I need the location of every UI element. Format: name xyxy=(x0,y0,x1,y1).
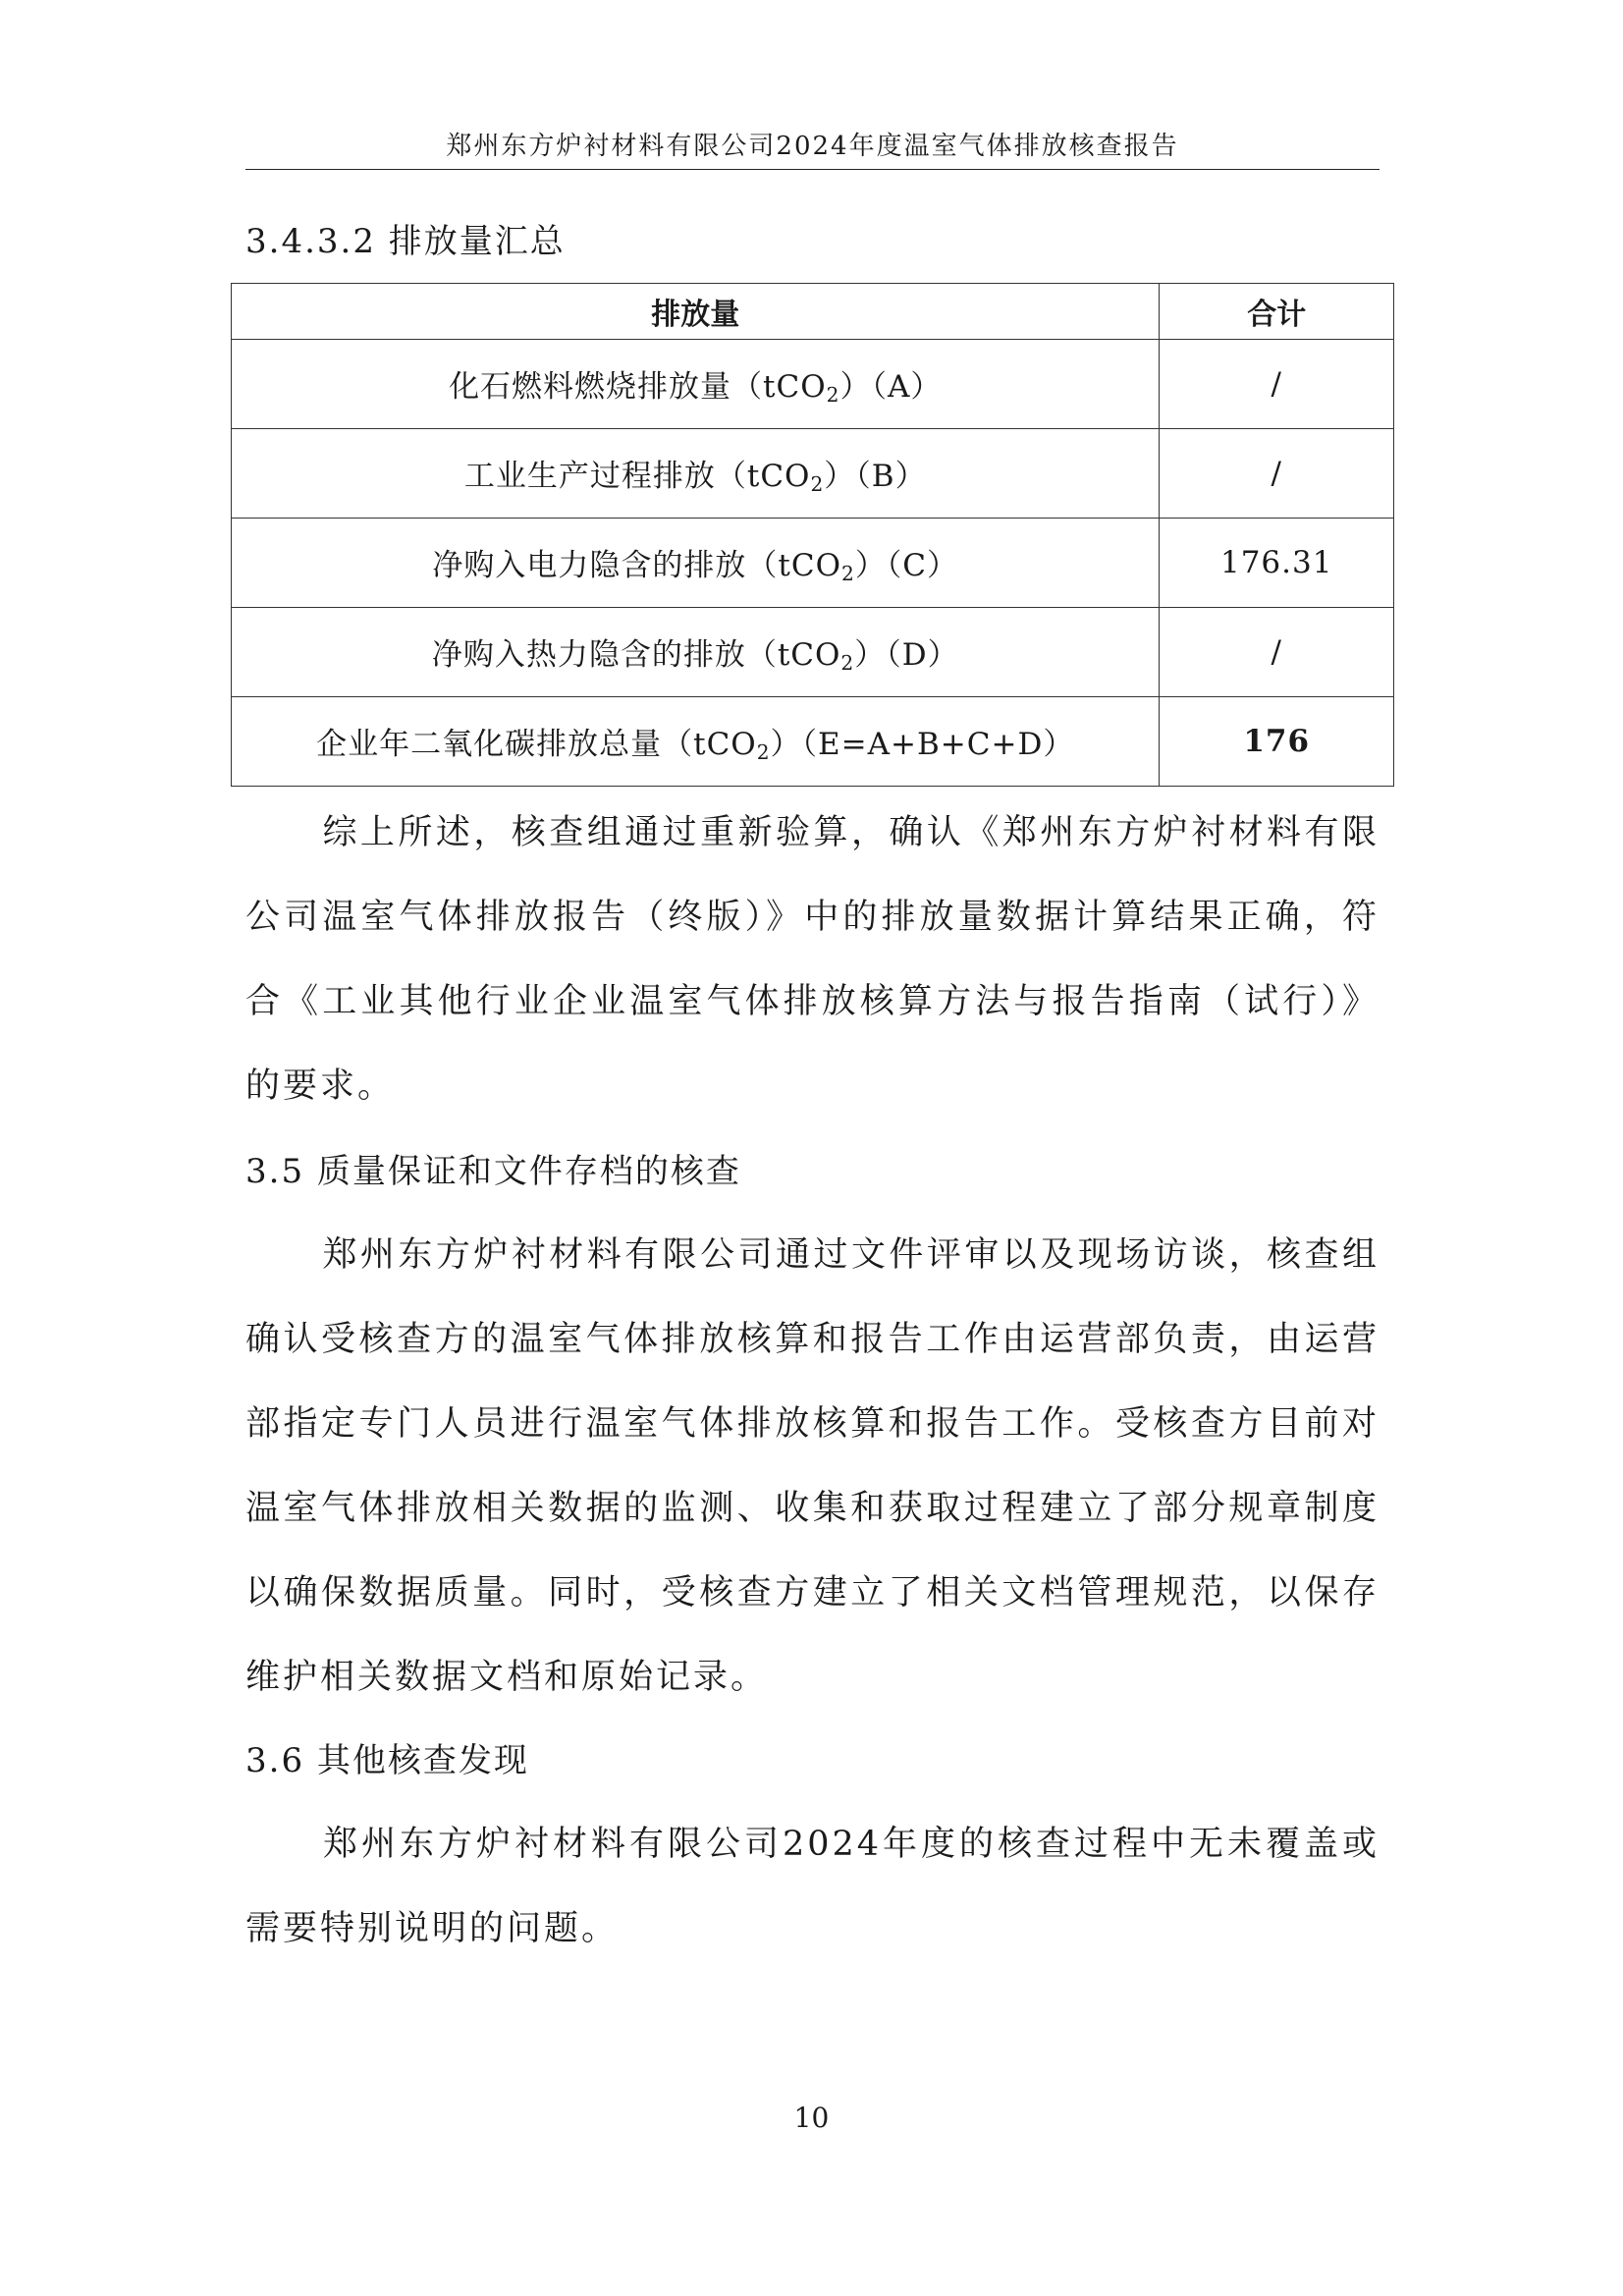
row-label: 工业生产过程排放（tCO$_2$）（B） xyxy=(232,429,1160,519)
header-rule xyxy=(245,169,1380,170)
column-header-total: 合计 xyxy=(1160,284,1394,340)
section-title-3-4-3-2: 3.4.3.2 排放量汇总 xyxy=(245,222,566,261)
row-value: 176.31 xyxy=(1160,519,1394,608)
total-value: 176 xyxy=(1160,697,1394,787)
table-row xyxy=(232,429,1394,519)
quality-assurance-paragraph: 郑州东方炉衬材料有限公司通过文件评审以及现场访谈，核查组确认受核查方的温室气体排放核算和报告工作由运营部负责，由运营部指定专门人员进行温室气体排放核算和报告工作。受核查方目前对温室气体排放相关数据的监测、收集和获取过程建立了部分规章制度以确保数据质量。同时，受核查方建立了相关文档管理规范，以保存维护相关数据文档和原始记录。 xyxy=(245,1235,1380,1697)
row-value: / xyxy=(1160,429,1394,519)
row-label: 净购入热力隐含的排放（tCO$_2$）（D） xyxy=(232,608,1160,697)
page-number: 10 xyxy=(793,2102,830,2134)
section-title-3-6: 3.6 其他核查发现 xyxy=(245,1741,529,1780)
row-value: / xyxy=(1160,340,1394,429)
table-row-total xyxy=(232,697,1394,787)
row-label: 化石燃料燃烧排放量（tCO$_2$）（A） xyxy=(232,340,1160,429)
table-row xyxy=(232,519,1394,608)
table-row xyxy=(232,608,1394,697)
row-label: 净购入电力隐含的排放（tCO$_2$）（C） xyxy=(232,519,1160,608)
running-header: 郑州东方炉衬材料有限公司2024年度温室气体排放核查报告 xyxy=(446,132,1179,161)
row-value: / xyxy=(1160,608,1394,697)
table-header-row xyxy=(232,284,1394,340)
other-findings-paragraph: 郑州东方炉衬材料有限公司2024年度的核查过程中无未覆盖或需要特别说明的问题。 xyxy=(245,1825,1380,1948)
conclusion-paragraph: 综上所述，核查组通过重新验算，确认《郑州东方炉衬材料有限公司温室气体排放报告（终版）》中的排放量数据计算结果正确，符合《工业其他行业企业温室气体排放核算方法与报告指南（试行）》的要求。 xyxy=(245,813,1380,1106)
row-label: 企业年二氧化碳排放总量（tCO$_2$）（E=A+B+C+D） xyxy=(232,697,1160,787)
section-title-3-5: 3.5 质量保证和文件存档的核查 xyxy=(245,1152,741,1191)
column-header-emissions: 排放量 xyxy=(232,284,1160,340)
emission-summary-table xyxy=(231,283,1394,787)
table-row xyxy=(232,340,1394,429)
